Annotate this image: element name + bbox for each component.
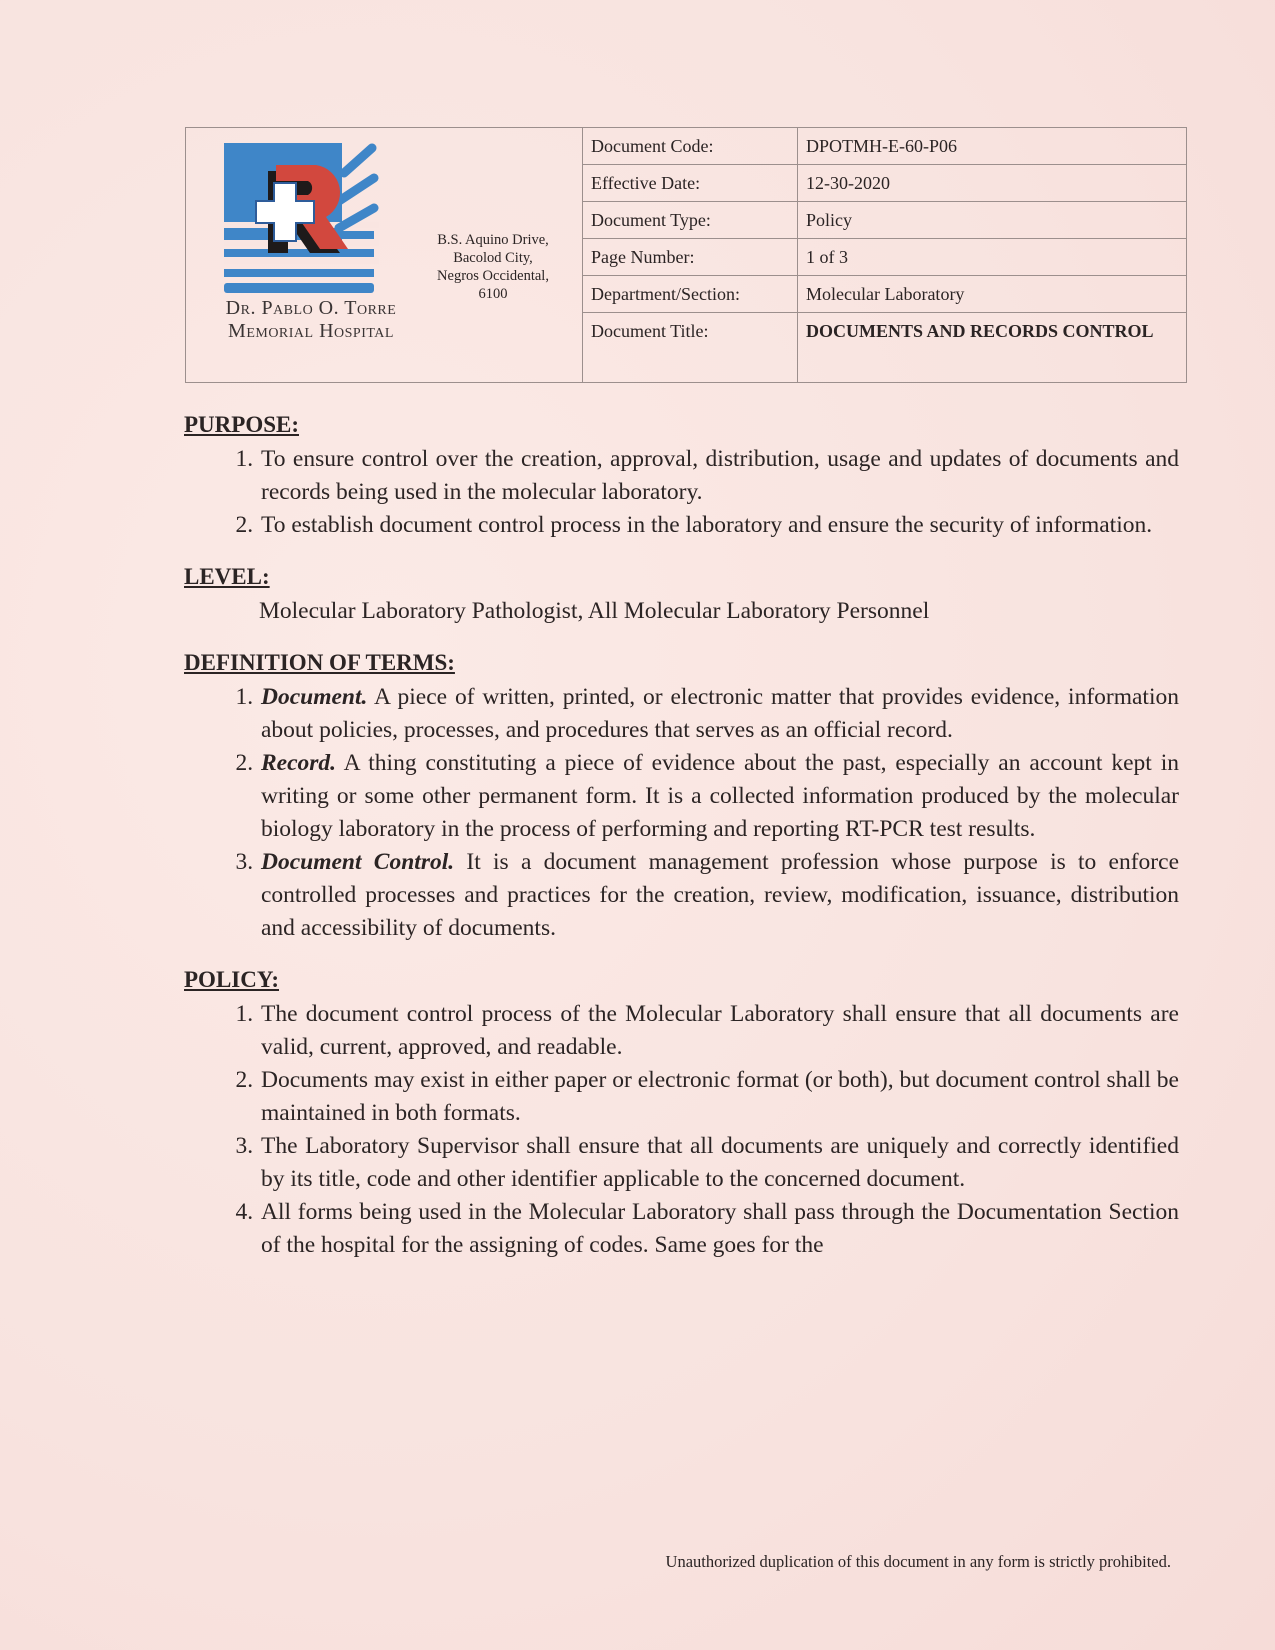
hospital-name-line1: Dr. Pablo O. Torre	[225, 297, 397, 319]
address-line: 6100	[478, 286, 508, 302]
address-line: Bacolod City,	[453, 250, 533, 266]
list-item: 2. To establish document control process in the laboratory and ensure the security of information.	[259, 509, 1179, 542]
document-title-value: DOCUMENTS AND RECORDS CONTROL	[806, 321, 1154, 341]
document-body	[184, 408, 1179, 1280]
definitions-section	[184, 646, 1179, 945]
level-text: Molecular Laboratory Pathologist, All Molecular Laboratory Personnel	[259, 598, 930, 624]
list-item: 2. Documents may exist in either paper or electronic format (or both), but document control shall be maintained in both formats.	[259, 1064, 1179, 1130]
logo-cell	[186, 128, 583, 382]
meta-label: Document Code:	[583, 128, 798, 164]
meta-label: Page Number:	[583, 239, 798, 275]
list-item	[259, 846, 1179, 945]
meta-label: Department/Section:	[583, 276, 798, 312]
meta-label: Document Type:	[583, 202, 798, 238]
purpose-list	[184, 443, 1179, 542]
list-item: 4. All forms being used in the Molecular Laboratory shall pass through the Documentation Section of the hospital for the assigning of codes. Same goes for the	[259, 1196, 1179, 1262]
hospital-logo-icon	[224, 143, 379, 293]
department-value: Molecular Laboratory	[806, 284, 965, 304]
document-type-value: Policy	[806, 210, 853, 230]
definition: It is a document management profession whose purpose is to enforce controlled processes and practices for the creation, review, modification, issuance, distribution and accessibility of documents.	[261, 849, 1179, 941]
level-section	[184, 560, 1179, 628]
address-line: B.S. Aquino Drive,	[437, 232, 549, 248]
policy-section	[184, 963, 1179, 1262]
meta-row-document-code	[583, 128, 1186, 165]
meta-row-effective-date	[583, 165, 1186, 202]
list-item	[259, 681, 1179, 747]
hospital-name-line2: Memorial Hospital	[228, 320, 394, 342]
meta-row-page-number	[583, 239, 1186, 276]
definition: A thing constituting a piece of evidence about the past, especially an account kept in writing or some other permanent form. It is a collected information produced by the molecular biology laboratory in the process of performing and reporting RT-PCR test results.	[261, 750, 1179, 842]
document-header-table	[185, 127, 1187, 383]
meta-label: Document Title:	[583, 313, 798, 382]
document-code-value: DPOTMH-E-60-P06	[806, 136, 957, 156]
list-item: 1. The document control process of the Molecular Laboratory shall ensure that all documents are valid, current, approved, and readable.	[259, 998, 1179, 1064]
list-item: 3. The Laboratory Supervisor shall ensure that all documents are uniquely and correctly identified by its title, code and other identifier applicable to the concerned document.	[259, 1130, 1179, 1196]
definitions-list	[184, 681, 1179, 945]
term: Record.	[261, 750, 337, 776]
list-item	[259, 747, 1179, 846]
section-heading: LEVEL:	[184, 564, 270, 589]
section-heading: DEFINITION OF TERMS:	[184, 650, 455, 675]
section-heading: PURPOSE:	[184, 412, 299, 437]
page-number-value: 1 of 3	[806, 247, 848, 267]
hospital-address	[408, 231, 578, 303]
term: Document Control.	[261, 849, 455, 875]
meta-row-document-title	[583, 313, 1186, 382]
list-item: 1. To ensure control over the creation, approval, distribution, usage and updates of documents and records being used in the molecular laboratory.	[259, 443, 1179, 509]
policy-list	[184, 998, 1179, 1262]
term: Document.	[261, 684, 368, 710]
footer-notice: Unauthorized duplication of this document in any form is strictly prohibited.	[665, 1552, 1171, 1571]
definition: A piece of written, printed, or electronic matter that provides evidence, information about policies, processes, and procedures that serves as an official record.	[261, 684, 1179, 743]
hospital-name	[206, 297, 416, 343]
purpose-section	[184, 408, 1179, 542]
meta-row-department	[583, 276, 1186, 313]
meta-label: Effective Date:	[583, 165, 798, 201]
meta-row-document-type	[583, 202, 1186, 239]
section-heading: POLICY:	[184, 967, 279, 992]
address-line: Negros Occidental,	[437, 268, 549, 284]
document-meta-table	[583, 128, 1186, 382]
effective-date-value: 12-30-2020	[806, 173, 890, 193]
